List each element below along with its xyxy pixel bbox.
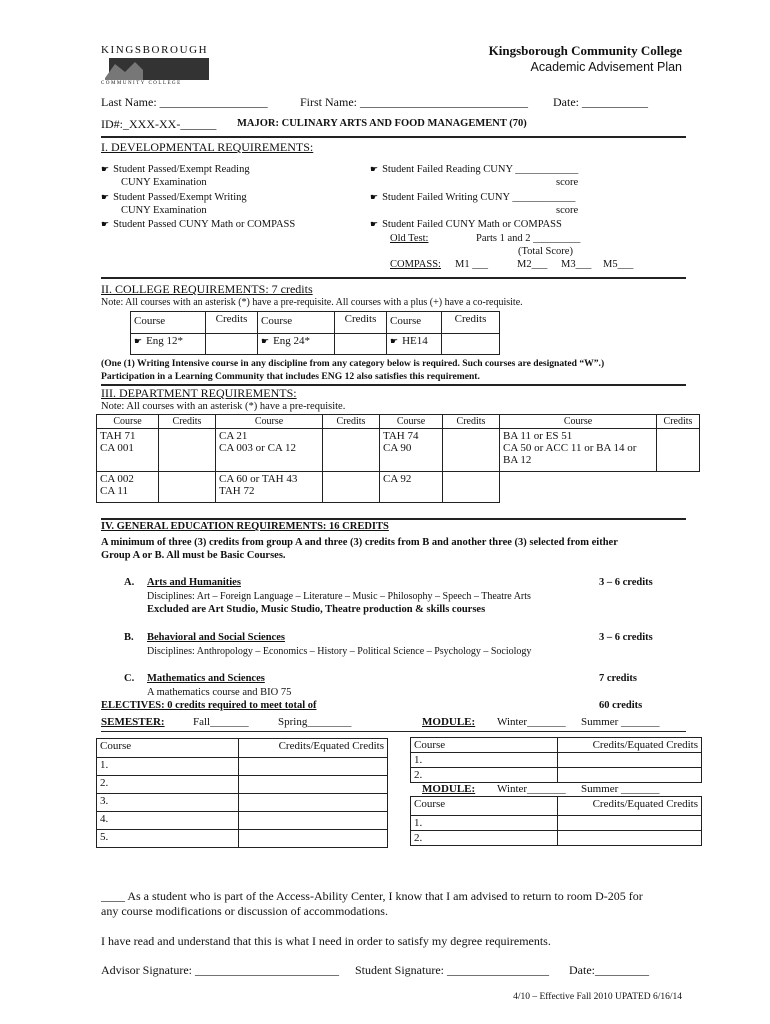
dept-title: III. DEPARTMENT REQUIREMENTS:	[101, 386, 297, 400]
last-name-field[interactable]: Last Name: __________________	[101, 95, 268, 109]
dept-credit-cell[interactable]	[159, 472, 216, 503]
dept-course-header: Course	[380, 415, 443, 429]
id-field[interactable]: ID#:_XXX-XX-______	[101, 117, 217, 131]
semester-credit-cell[interactable]	[239, 830, 388, 848]
module2-credit-cell[interactable]	[558, 816, 702, 831]
semester-credit-cell[interactable]	[239, 812, 388, 830]
dept-note: Note: All courses with an asterisk (*) have a pre-requisite.	[101, 401, 346, 412]
module1-credit-cell[interactable]	[558, 768, 702, 783]
dept-credit-cell[interactable]	[323, 472, 380, 503]
dept-credits-header: Credits	[159, 415, 216, 429]
semester-label: SEMESTER:	[101, 716, 165, 728]
dept-course-cell: BA 11 or ES 51 CA 50 or ACC 11 or BA 14 or BA 12	[500, 429, 657, 472]
dept-course-cell: TAH 74 CA 90	[380, 429, 443, 472]
group-c-title: Mathematics and Sciences	[147, 673, 265, 684]
fall-field[interactable]: Fall_______	[193, 716, 249, 728]
semester-row[interactable]: 5.	[97, 830, 239, 848]
compass-m2: M2___	[517, 259, 548, 270]
semester-credit-cell[interactable]	[239, 758, 388, 776]
college-course-cell: ☛ HE14	[387, 334, 442, 355]
major: MAJOR: CULINARY ARTS AND FOOD MANAGEMENT (70)	[237, 118, 527, 129]
semester-credit-cell[interactable]	[239, 794, 388, 812]
spring-field[interactable]: Spring________	[278, 716, 352, 728]
dept-credit-cell	[657, 472, 700, 503]
college-course-cell: ☛ Eng 12*	[131, 334, 206, 355]
access-ability-line-2: any course modifications or discussion of accommodations.	[101, 904, 388, 918]
dept-credit-cell[interactable]	[159, 429, 216, 472]
module2-credits-header: Credits/Equated Credits	[558, 797, 702, 816]
access-ability-line-1: ____ As a student who is part of the Access-Ability Center, I know that I am advised to return to room D-205 for	[101, 889, 643, 903]
group-b-title: Behavioral and Social Sciences	[147, 632, 285, 643]
dept-credits-header: Credits	[323, 415, 380, 429]
dev-title: I. DEVELOPMENTAL REQUIREMENTS:	[101, 140, 314, 154]
college-table	[130, 311, 500, 355]
section-divider	[101, 136, 686, 138]
dev-left-2b: CUNY Examination	[121, 205, 207, 216]
dept-credit-cell[interactable]	[323, 429, 380, 472]
dev-right-1b: score	[556, 177, 579, 188]
version-footer: 4/10 – Effective Fall 2010 UPATED 6/16/14	[513, 992, 682, 1002]
semester-table	[96, 738, 388, 848]
total-score: (Total Score)	[518, 246, 573, 257]
module-label: MODULE:	[422, 783, 476, 795]
section-divider	[101, 518, 686, 520]
advisor-signature-field[interactable]: Advisor Signature: ________________________	[101, 963, 339, 977]
dev-right-2b: score	[556, 205, 579, 216]
dev-left-1: ☛ Student Passed/Exempt Reading	[101, 164, 250, 175]
dept-course-header: Course	[216, 415, 323, 429]
dept-course-cell: CA 92	[380, 472, 443, 503]
group-a-label: A.	[124, 577, 135, 588]
dev-right-2: ☛ Student Failed Writing CUNY ____________	[370, 192, 575, 203]
dept-credits-header: Credits	[443, 415, 500, 429]
college-credit-cell[interactable]	[206, 334, 258, 355]
module2-table	[410, 796, 702, 846]
first-name-field[interactable]: First Name: ____________________________	[300, 95, 528, 109]
summer-field[interactable]: Summer _______	[581, 783, 660, 795]
logo-sub: COMMUNITY COLLEGE	[101, 81, 182, 86]
module2-credit-cell[interactable]	[558, 831, 702, 846]
compass-m3: M3___	[561, 259, 592, 270]
electives-line: ELECTIVES: 0 credits required to meet total of	[101, 700, 317, 711]
section-divider	[101, 277, 686, 279]
dept-course-cell: CA 002 CA 11	[97, 472, 159, 503]
college-note: Note: All courses with an asterisk (*) have a pre-requisite. All courses with a plus (+) have a co-requisite.	[101, 297, 523, 308]
dept-credits-header: Credits	[657, 415, 700, 429]
group-b-label: B.	[124, 632, 134, 643]
semester-row[interactable]: 2.	[97, 776, 239, 794]
compass-label: COMPASS:	[390, 259, 441, 270]
group-c-label: C.	[124, 673, 135, 684]
semester-rule	[101, 731, 686, 732]
module1-table	[410, 737, 702, 783]
dept-credit-cell[interactable]	[443, 429, 500, 472]
parts-score: Parts 1 and 2 _________	[476, 233, 581, 244]
student-signature-field[interactable]: Student Signature: _________________	[355, 963, 549, 977]
compass-m5: M5___	[603, 259, 634, 270]
semester-credits-header: Credits/Equated Credits	[239, 739, 388, 758]
semester-row[interactable]: 4.	[97, 812, 239, 830]
gened-desc-2: Group A or B. All must be Basic Courses.	[101, 550, 286, 561]
dev-left-2: ☛ Student Passed/Exempt Writing	[101, 192, 247, 203]
module-label: MODULE:	[422, 716, 476, 728]
compass-m1: M1 ___	[455, 259, 488, 270]
college-credit-cell[interactable]	[335, 334, 387, 355]
dept-course-cell	[500, 472, 657, 503]
dept-course-cell: CA 60 or TAH 43 TAH 72	[216, 472, 323, 503]
group-b-disciplines: Disciplines: Anthropology – Economics – History – Political Science – Psychology – Sociology	[147, 646, 532, 657]
gened-desc-1: A minimum of three (3) credits from group A and three (3) credits from B and another three (3) selected from either	[101, 537, 618, 548]
module1-credits-header: Credits/Equated Credits	[558, 738, 702, 753]
dept-course-header: Course	[97, 415, 159, 429]
group-a-disciplines: Disciplines: Art – Foreign Language – Literature – Music – Philosophy – Speech – Theatre Arts	[147, 591, 531, 602]
dept-credit-cell[interactable]	[657, 429, 700, 472]
module1-course-header: Course	[411, 738, 558, 753]
module1-credit-cell[interactable]	[558, 753, 702, 768]
learning-community-note: Participation in a Learning Community that includes ENG 12 also satisfies this requirement.	[101, 371, 480, 382]
dev-right-1: ☛ Student Failed Reading CUNY ____________	[370, 164, 578, 175]
college-credits-header: Credits	[335, 312, 387, 334]
signature-date-field[interactable]: Date:_________	[569, 963, 649, 977]
module2-row[interactable]: 1.	[411, 816, 558, 831]
college-course-cell: ☛ Eng 24*	[258, 334, 335, 355]
group-c-credits: 7 credits	[599, 673, 638, 684]
summer-field[interactable]: Summer _______	[581, 716, 660, 728]
old-test-label: Old Test:	[390, 233, 429, 244]
college-course-header: Course	[387, 312, 442, 334]
logo-mark	[101, 58, 209, 80]
college-title: II. COLLEGE REQUIREMENTS: 7 credits	[101, 282, 313, 296]
college-credit-cell[interactable]	[442, 334, 500, 355]
dept-credit-cell[interactable]	[443, 472, 500, 503]
dev-left-1b: CUNY Examination	[121, 177, 207, 188]
group-a-title: Arts and Humanities	[147, 577, 241, 588]
date-field[interactable]: Date: ___________	[553, 95, 648, 109]
winter-field[interactable]: Winter_______	[497, 783, 566, 795]
module1-row[interactable]: 1.	[411, 753, 558, 768]
logo-name: KINGSBOROUGH	[101, 44, 209, 56]
college-name: Kingsborough Community College	[488, 43, 682, 58]
dept-course-header: Course	[500, 415, 657, 429]
group-a-credits: 3 – 6 credits	[599, 577, 653, 588]
college-course-header: Course	[131, 312, 206, 334]
dev-right-3: ☛ Student Failed CUNY Math or COMPASS	[370, 219, 562, 230]
dept-course-cell: TAH 71 CA 001	[97, 429, 159, 472]
plan-title: Academic Advisement Plan	[530, 60, 682, 74]
winter-field[interactable]: Winter_______	[497, 716, 566, 728]
group-b-credits: 3 – 6 credits	[599, 632, 653, 643]
dept-course-cell: CA 21 CA 003 or CA 12	[216, 429, 323, 472]
semester-course-header: Course	[97, 739, 239, 758]
understand-statement: I have read and understand that this is what I need in order to satisfy my degree requirements.	[101, 934, 551, 948]
college-credits-header: Credits	[206, 312, 258, 334]
college-course-header: Course	[258, 312, 335, 334]
group-a-excluded: Excluded are Art Studio, Music Studio, Theatre production & skills courses	[147, 604, 486, 615]
semester-row[interactable]: 1.	[97, 758, 239, 776]
gened-title: IV. GENERAL EDUCATION REQUIREMENTS: 16 CREDITS	[101, 521, 389, 532]
dev-left-3: ☛ Student Passed CUNY Math or COMPASS	[101, 219, 295, 230]
semester-row[interactable]: 3.	[97, 794, 239, 812]
college-logo	[101, 44, 209, 90]
module1-row[interactable]: 2.	[411, 768, 558, 783]
group-c-desc: A mathematics course and BIO 75	[147, 687, 292, 698]
dept-table	[96, 414, 700, 503]
module2-course-header: Course	[411, 797, 558, 816]
total-credits: 60 credits	[599, 700, 643, 711]
writing-intensive-note: (One (1) Writing Intensive course in any discipline from any category below is required. Such courses are designated “W”.)	[101, 358, 605, 369]
semester-credit-cell[interactable]	[239, 776, 388, 794]
module2-row[interactable]: 2.	[411, 831, 558, 846]
college-credits-header: Credits	[442, 312, 500, 334]
